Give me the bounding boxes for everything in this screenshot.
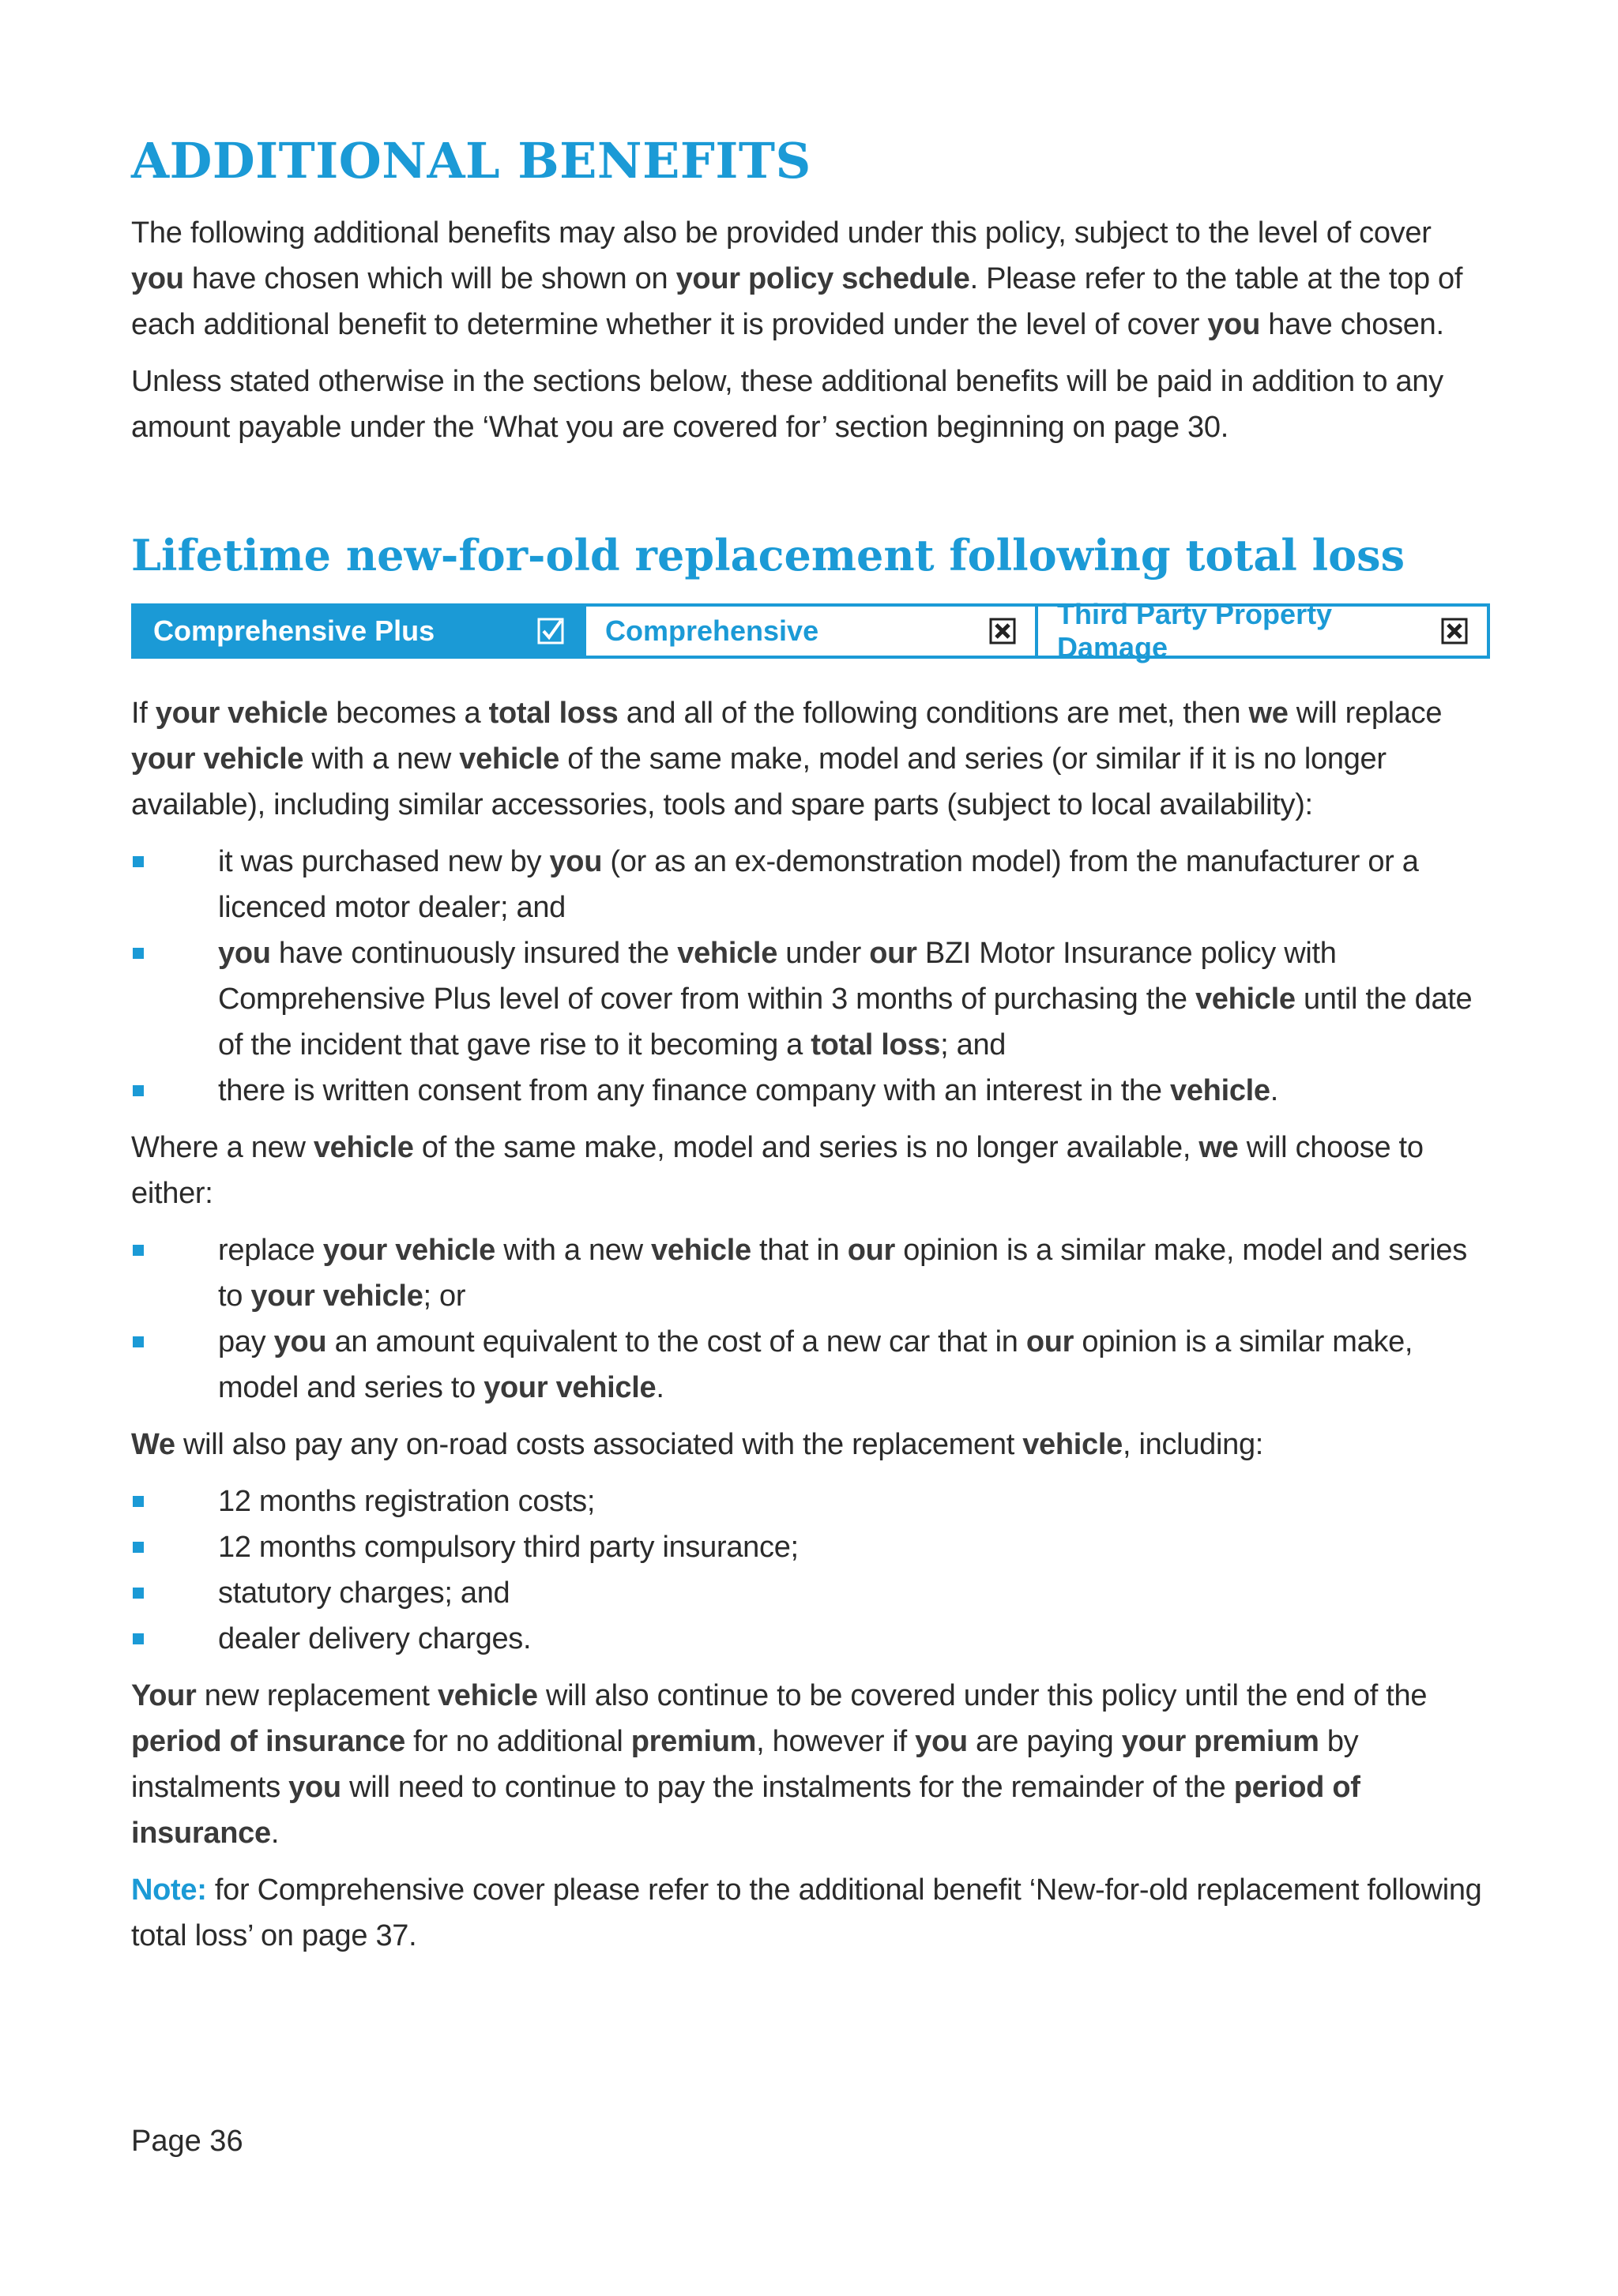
text-run: .	[1270, 1073, 1279, 1107]
defined-term: you	[218, 936, 271, 970]
note-text: for Comprehensive cover please refer to the additional benefit ‘New-for-old replacement following total loss’ on page 37.	[131, 1873, 1482, 1952]
replacement-options-list	[131, 1227, 1490, 1411]
bullet-square-icon	[133, 1542, 144, 1553]
section-paragraph-1	[131, 690, 1490, 828]
defined-term: our	[869, 936, 917, 970]
crossed-box-icon	[1441, 618, 1468, 644]
defined-term: vehicle	[1169, 1073, 1270, 1107]
text-run: will replace	[1288, 696, 1443, 730]
defined-term: vehicle	[677, 936, 778, 970]
bullet-square-icon	[133, 1588, 144, 1599]
text-run: ; and	[940, 1028, 1007, 1062]
bullet-square-icon	[133, 1085, 144, 1096]
defined-term: total loss	[811, 1028, 941, 1062]
defined-term: you	[273, 1325, 327, 1358]
bullet-square-icon	[133, 1336, 144, 1347]
bullet-square-icon	[133, 1633, 144, 1644]
text-run: dealer delivery charges.	[218, 1621, 532, 1655]
text-run: If	[131, 696, 156, 730]
list-item	[131, 1616, 1490, 1662]
list-item	[131, 1570, 1490, 1616]
text-run: and all of the following conditions are met, then	[618, 696, 1249, 730]
defined-term: your policy schedule	[675, 262, 970, 296]
text-run: will also continue to be covered under this policy until the end of the	[537, 1678, 1428, 1712]
text-run: of the same make, model and series is no longer available,	[413, 1130, 1199, 1164]
intro-paragraph-1	[131, 210, 1490, 348]
defined-term: you	[915, 1724, 968, 1758]
intro-paragraph-2	[131, 359, 1490, 450]
text-run: opinion is a similar make, model and series to	[218, 1233, 1467, 1313]
list-item	[131, 1227, 1490, 1319]
defined-term: vehicle	[313, 1130, 414, 1164]
defined-term: your premium	[1121, 1724, 1319, 1758]
defined-term: we	[1248, 696, 1289, 730]
text-run: there is written consent from any finance company with an interest in the	[218, 1073, 1170, 1107]
text-run: , however if	[756, 1724, 916, 1758]
text-run: for no additional	[404, 1724, 631, 1758]
checked-box-icon	[537, 618, 564, 644]
cover-level-label: Comprehensive Plus	[153, 614, 435, 647]
text-run: 12 months compulsory third party insurance;	[218, 1530, 799, 1564]
text-run: are paying	[967, 1724, 1122, 1758]
defined-term: vehicle	[1022, 1427, 1123, 1461]
cover-level-label: Third Party Property Damage	[1057, 597, 1333, 663]
defined-term: our	[847, 1233, 896, 1267]
text-run: it was purchased new by	[218, 844, 550, 878]
defined-term: period of insurance	[131, 1724, 405, 1758]
text-run: statutory charges; and	[218, 1576, 510, 1610]
defined-term: your vehicle	[484, 1370, 657, 1404]
cover-level-third-party	[1035, 597, 1487, 663]
on-road-costs-list	[131, 1479, 1490, 1662]
text-run: by instalments	[131, 1724, 1359, 1804]
section-paragraph-2	[131, 1125, 1490, 1216]
bullet-square-icon	[133, 1245, 144, 1256]
defined-term: your vehicle	[250, 1279, 423, 1313]
crossed-box-icon	[989, 618, 1016, 644]
defined-term: you	[288, 1770, 341, 1804]
text-run: have chosen which will be shown on	[183, 262, 676, 296]
text-run: have continuously insured the	[270, 936, 678, 970]
list-item	[131, 1479, 1490, 1524]
text-run: .	[270, 1816, 280, 1850]
note-label: Note:	[131, 1873, 207, 1907]
text-run: replace	[218, 1233, 323, 1267]
text-run: have chosen.	[1260, 308, 1444, 342]
text-run: will choose to either:	[131, 1130, 1424, 1210]
defined-term: We	[131, 1427, 175, 1461]
defined-term: Your	[131, 1678, 197, 1712]
defined-term: vehicle	[651, 1233, 751, 1267]
defined-term: premium	[630, 1724, 757, 1758]
list-item	[131, 1319, 1490, 1411]
bullet-square-icon	[133, 856, 144, 867]
text-run: with a new	[303, 742, 460, 776]
defined-term: total loss	[488, 696, 619, 730]
cover-level-comprehensive	[583, 607, 1035, 656]
text-run: pay	[218, 1325, 274, 1358]
text-run: (or as an ex-demonstration model) from the manufacturer or a licenced motor dealer; and	[218, 844, 1419, 924]
bullet-square-icon	[133, 1496, 144, 1507]
list-item	[131, 1068, 1490, 1114]
text-run: that in	[751, 1233, 848, 1267]
page-heading: ADDITIONAL BENEFITS	[131, 132, 811, 190]
defined-term: vehicle	[437, 1678, 538, 1712]
defined-term: your vehicle	[131, 742, 304, 776]
bullet-square-icon	[133, 948, 144, 959]
defined-term: you	[131, 262, 184, 296]
cover-level-table	[131, 597, 1490, 663]
list-item	[131, 930, 1490, 1068]
note-paragraph	[131, 1867, 1490, 1959]
text-run: an amount equivalent to the cost of a new car that in	[326, 1325, 1026, 1358]
defined-term: our	[1025, 1325, 1074, 1358]
text-run: Where a new	[131, 1130, 314, 1164]
text-run: of the same make, model and series (or similar if it is no longer available), including similar accessories, tools and spare parts (subject to local availability):	[131, 742, 1387, 821]
list-item	[131, 839, 1490, 930]
text-run: .	[656, 1370, 664, 1404]
page-content	[131, 134, 1490, 1970]
text-run: Unless stated otherwise in the sections below, these additional benefits will be paid in addition to any amount payable under the ‘What you are covered for’ section beginning on page 30.	[131, 365, 1443, 445]
defined-term: period of insurance	[131, 1770, 1360, 1850]
text-run: BZI Motor Insurance policy with Comprehensive Plus level of cover from within 3 months of purchasing the	[218, 936, 1337, 1016]
conditions-list	[131, 839, 1490, 1114]
page-number: Page 36	[131, 2125, 243, 2158]
text-run: The following additional benefits may also be provided under this policy, subject to the level of cover	[131, 216, 1432, 250]
section-title: Lifetime new-for-old replacement following total loss	[131, 530, 1405, 581]
text-run: opinion is a similar make, model and series to	[218, 1325, 1413, 1404]
text-run: new replacement	[196, 1678, 438, 1712]
cover-level-label: Comprehensive	[605, 614, 819, 647]
defined-term: your vehicle	[322, 1233, 495, 1267]
defined-term: your vehicle	[155, 696, 328, 730]
text-run: 12 months registration costs;	[218, 1484, 596, 1518]
text-run: . Please refer to the table at the top of each additional benefit to determine whether it is provided under the level of cover	[131, 262, 1463, 342]
defined-term: you	[1207, 308, 1261, 342]
text-run: will also pay any on-road costs associated with the replacement	[175, 1427, 1023, 1461]
defined-term: you	[549, 844, 603, 878]
section-paragraph-3	[131, 1422, 1490, 1467]
text-run: will need to continue to pay the instalments for the remainder of the	[341, 1770, 1234, 1804]
defined-term: vehicle	[459, 742, 559, 776]
text-run: , including:	[1122, 1427, 1264, 1461]
section-paragraph-4	[131, 1673, 1490, 1856]
list-item	[131, 1524, 1490, 1570]
text-run: becomes a	[327, 696, 489, 730]
text-run: ; or	[423, 1279, 466, 1313]
text-run: with a new	[495, 1233, 652, 1267]
defined-term: vehicle	[1195, 982, 1296, 1016]
text-run: until the date of the incident that gave rise to it becoming a	[218, 982, 1473, 1062]
defined-term: we	[1198, 1130, 1239, 1164]
cover-level-comprehensive-plus	[134, 607, 583, 656]
text-run: under	[777, 936, 870, 970]
